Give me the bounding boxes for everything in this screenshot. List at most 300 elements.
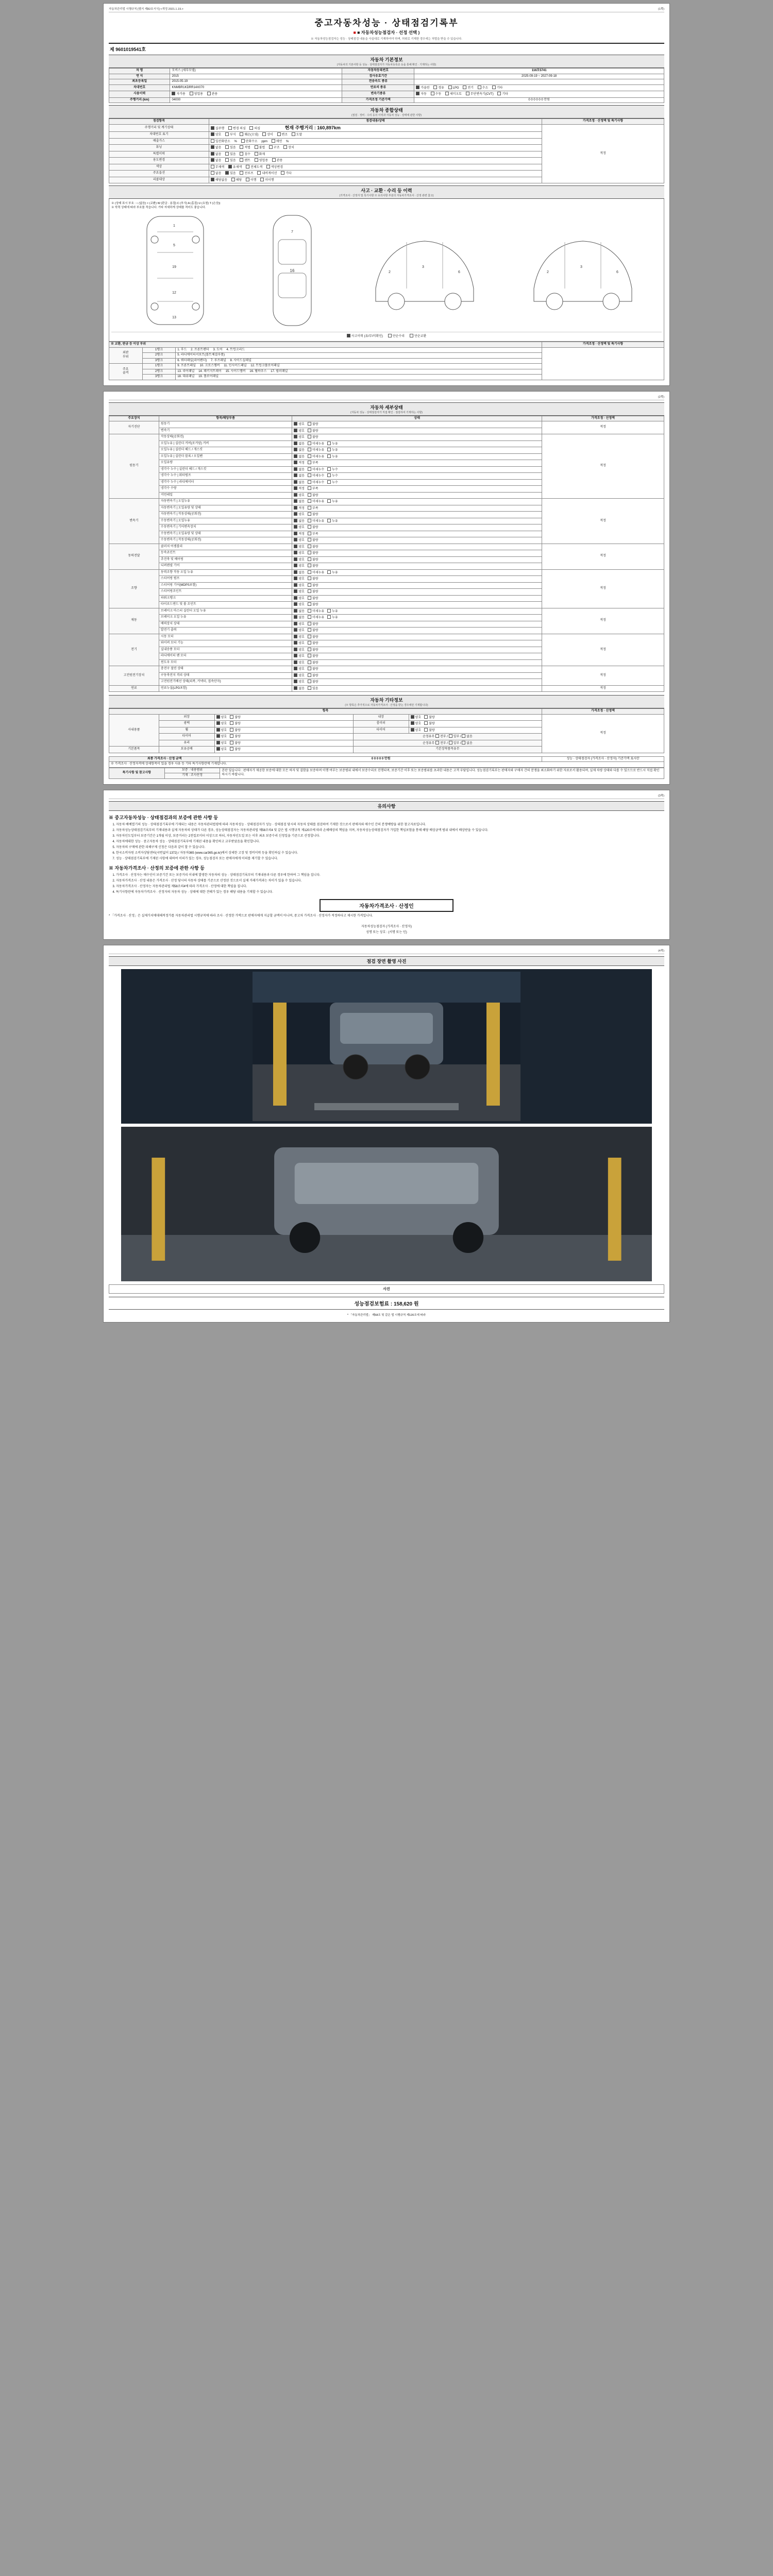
fuel-option-diesel[interactable]: 경유 xyxy=(433,86,444,91)
tuning-option-structure[interactable]: 구조 xyxy=(269,145,280,150)
other-label-basic-items: 기본장착품목유무 xyxy=(353,747,542,753)
section-other-header xyxy=(109,695,664,708)
detail-option-1-8-1[interactable]: 부족 xyxy=(308,486,318,492)
detail-note-0: 적정 xyxy=(542,421,664,434)
recall-option-none[interactable]: 해당없음 xyxy=(211,178,227,183)
svg-text:6: 6 xyxy=(616,270,618,274)
detail-item-6-1: 와이퍼 모터 기능 xyxy=(159,640,292,647)
overall-col-0: 점검항목 xyxy=(109,119,209,125)
detail-option-1-2-1[interactable]: 미세누유 xyxy=(308,448,324,453)
detail-item-2-5: 수동변속기 | 오일유량 및 상태 xyxy=(159,531,292,537)
color-option-changed[interactable]: 색상변경 xyxy=(266,165,283,170)
signature-title: 자동차성능점검자 (가격조사 · 산정자) xyxy=(361,925,412,928)
basic-value-3: KNMBR1KDRR14X070 xyxy=(170,84,342,91)
detail-option-6-3-0[interactable]: 양호 xyxy=(294,654,305,659)
detail-item-4-5: 타이로드엔드 및 볼 조인트 xyxy=(159,602,292,608)
basic-value2-1: 2025-09-19 ~ 2027-09-18 xyxy=(414,74,664,79)
special-sub-1: 보증 · 내용범위 xyxy=(164,768,220,773)
detail-col-2: 상태 xyxy=(292,416,542,421)
tire2-bad[interactable]: 불량 xyxy=(230,734,241,739)
emission-option-hc[interactable]: 탄화수소 xyxy=(241,139,258,144)
use-option-government[interactable]: 관용 xyxy=(207,92,218,97)
detail-option-1-9-1[interactable]: 불량 xyxy=(308,493,318,498)
mirror-bad[interactable]: 불량 xyxy=(424,721,435,726)
detail-option-2-1-1[interactable]: 부족 xyxy=(308,506,318,511)
detail-option-1-7-1[interactable]: 미세누수 xyxy=(308,480,324,485)
detail-options-4-1 xyxy=(292,576,542,583)
detail-option-4-1-1[interactable]: 불량 xyxy=(308,577,318,582)
option-option-navigation[interactable]: 내비게이션 xyxy=(257,171,277,176)
option-option-yes[interactable]: 있음 xyxy=(225,171,236,176)
detail-option-1-2-0[interactable]: 없음 xyxy=(294,448,305,453)
detail-option-0-0-1[interactable]: 불량 xyxy=(308,422,318,427)
parts-rank-2 xyxy=(176,358,542,364)
basic-value-5: 04000 xyxy=(170,97,342,103)
detail-option-1-8-0[interactable]: 적정 xyxy=(294,486,305,492)
overall-cat-6: 색상 xyxy=(109,164,209,171)
special-option-flood[interactable]: 침수 xyxy=(240,152,250,157)
detail-option-2-4-1[interactable]: 불량 xyxy=(308,525,318,530)
detail-option-2-2-1[interactable]: 불량 xyxy=(308,512,318,517)
detail-option-3-2-0[interactable]: 양호 xyxy=(294,557,305,563)
transmission-option-etc[interactable]: 기타 xyxy=(497,92,508,97)
other-label-wheel: 휠 xyxy=(159,727,214,734)
detail-option-4-0-0[interactable]: 없음 xyxy=(294,570,305,575)
detail-option-7-2-0[interactable]: 양호 xyxy=(294,680,305,685)
part-17[interactable]: 17. 필러패널 xyxy=(271,369,288,373)
transmission-option-cvt[interactable]: 무단변속기(CVT) xyxy=(466,92,494,97)
option-option-sunroof[interactable]: 선루프 xyxy=(240,171,253,176)
vin-option-good[interactable]: 양호 xyxy=(211,132,222,138)
detail-option-2-0-0[interactable]: 없음 xyxy=(294,499,305,504)
basic-label2-3: 연료의 종류 xyxy=(342,84,414,91)
basic-label-1: 연 식 xyxy=(109,74,170,79)
detail-option-1-1-1[interactable]: 미세누유 xyxy=(308,442,324,447)
part-8[interactable]: 8. 사이드실패널 xyxy=(230,359,251,362)
total-value: 0 0 0 0 0 만원 xyxy=(220,756,542,762)
detail-option-6-4-0[interactable]: 양호 xyxy=(294,660,305,666)
parts-rank-1 xyxy=(176,353,542,359)
usechange-option-yes[interactable]: 있음 xyxy=(225,158,236,163)
sheet-page-4 xyxy=(103,945,670,1323)
tire-bad[interactable]: 불량 xyxy=(424,728,435,733)
detail-option-2-6-0[interactable]: 양호 xyxy=(294,538,305,543)
detail-option-0-1-1[interactable]: 불량 xyxy=(308,429,318,434)
part-5[interactable]: 5. 라디에이터서포트(볼트체결부품) xyxy=(177,353,225,357)
detail-option-3-0-0[interactable]: 양호 xyxy=(294,545,305,550)
document-number: 제 9601019541호 xyxy=(110,47,146,52)
genuine-part[interactable]: 일부 xyxy=(449,735,460,738)
detail-option-6-3-1[interactable]: 불량 xyxy=(308,654,318,659)
part-13[interactable]: 13. 리어패널 xyxy=(177,369,195,373)
usechange-option-commercial[interactable]: 영업용 xyxy=(255,158,268,163)
detail-option-5-2-0[interactable]: 양호 xyxy=(294,622,305,627)
simple-repair-option[interactable]: 단순수리 xyxy=(388,333,405,338)
special-option-none[interactable]: 없음 xyxy=(211,152,222,157)
genuine2-all[interactable]: 전부 xyxy=(435,742,446,745)
sheet3-topbar xyxy=(109,793,664,799)
inspection-photo-1 xyxy=(121,969,652,1124)
detail-option-5-1-1[interactable]: 미세누유 xyxy=(308,615,324,620)
genuine-all[interactable]: 전부 xyxy=(435,735,446,738)
fuel-option-hydrogen[interactable]: 수소 xyxy=(478,86,489,91)
detail-option-1-3-0[interactable]: 없음 xyxy=(294,454,305,460)
tire-good[interactable]: 양호 xyxy=(411,728,422,733)
part-10[interactable]: 10. 크로스멤버 xyxy=(199,364,220,367)
detail-option-5-0-2[interactable]: 누유 xyxy=(327,609,338,614)
detail-option-2-3-0[interactable]: 없음 xyxy=(294,519,305,524)
use-option-private[interactable]: 자가용 xyxy=(172,92,185,97)
detail-option-3-3-1[interactable]: 불량 xyxy=(308,564,318,569)
table-row xyxy=(109,79,664,85)
part-14[interactable]: 14. 패키지트레이 xyxy=(198,369,222,373)
detail-option-5-3-1[interactable]: 불량 xyxy=(308,628,318,633)
detail-option-1-0-1[interactable]: 불량 xyxy=(308,435,318,440)
part-9[interactable]: 9. 프론트패널 xyxy=(177,364,196,367)
special-option-yes[interactable]: 있음 xyxy=(225,152,236,157)
detail-option-6-1-0[interactable]: 양호 xyxy=(294,641,305,646)
detail-item-4-3: 스티어링조인트 xyxy=(159,589,292,596)
total-note: ※ 가격조사 · 산정자격에 상세항목이 있을 경우 사유 등 기타 특기사항란에 기재합니다. xyxy=(109,762,664,768)
detail-options-1-7 xyxy=(292,479,542,486)
detail-state-table xyxy=(109,416,664,692)
overall-cell-6 xyxy=(209,164,542,171)
detail-item-3-3: 디퍼렌셜 기어 xyxy=(159,563,292,570)
usechange-option-none[interactable]: 없음 xyxy=(211,158,222,163)
part-18[interactable]: 18. 대쉬패널 xyxy=(177,375,195,378)
notice-item: 1. 가격조사 · 산정자는 매수인이 보증기간 또는 보증거리 이내에 발생한 자동차의 성능 · 상태점검기록부의 기재내용과 다른 경우에 한하여 그 책임을 집니다. xyxy=(116,873,664,878)
glass-bad[interactable]: 불량 xyxy=(230,741,241,746)
basic-label2-5: 가격조정 기준가액 xyxy=(342,97,414,103)
table-header-row xyxy=(109,119,664,125)
detail-option-6-0-0[interactable]: 양호 xyxy=(294,635,305,640)
transmission-option-semiauto[interactable]: 세미오토 xyxy=(445,92,462,97)
part-12[interactable]: 12. 트렁크플로어패널 xyxy=(250,364,280,367)
tuning-option-illegal[interactable]: 불법 xyxy=(255,145,265,150)
detail-option-1-6-1[interactable]: 미세누수 xyxy=(308,473,324,479)
tire2-good[interactable]: 양호 xyxy=(216,734,227,739)
detail-option-1-4-1[interactable]: 부족 xyxy=(308,461,318,466)
parts-frame-1 xyxy=(176,369,542,375)
genuine2-part[interactable]: 일부 xyxy=(449,742,460,745)
section-basic-title: 자동차 기본정보 xyxy=(370,57,403,62)
rank-label-5: 3랭크 xyxy=(142,375,176,380)
other-label-genuine2: 순정유무 전부 / 일부 / 없음 xyxy=(353,740,542,747)
mileage-option-unknown[interactable]: 의심 xyxy=(249,126,260,131)
vin-option-differs[interactable]: 상이 xyxy=(262,132,273,138)
usechange-option-rent[interactable]: 렌트 xyxy=(240,158,250,163)
other-cell-polish xyxy=(214,721,353,727)
simple-exchange-option[interactable]: 단순교환 xyxy=(410,333,426,338)
glass-good[interactable]: 양호 xyxy=(216,741,227,746)
usechange-option-gov[interactable]: 관용 xyxy=(272,158,283,163)
document-title: 중고자동차성능 · 상태점검기록부 xyxy=(314,18,459,28)
detail-option-4-2-1[interactable]: 불량 xyxy=(308,583,318,588)
tuning-option-none[interactable]: 없음 xyxy=(211,145,222,150)
detail-group-7: 고전원전기장치 xyxy=(109,666,159,686)
option-option-etc[interactable]: 기타 xyxy=(281,171,292,176)
part-6[interactable]: 6. 쿼터패널(리어펜더) xyxy=(177,359,207,362)
mileage-option-suspect[interactable]: 변경 의심 xyxy=(228,126,246,131)
detail-option-6-4-1[interactable]: 불량 xyxy=(308,660,318,666)
detail-option-3-1-0[interactable]: 양호 xyxy=(294,551,305,556)
detail-option-2-0-1[interactable]: 미세누유 xyxy=(308,499,324,504)
detail-options-4-2 xyxy=(292,582,542,589)
sheet-page-2 xyxy=(103,391,670,785)
part-4[interactable]: 4. 트렁크리드 xyxy=(226,348,245,351)
detail-option-1-6-2[interactable]: 누수 xyxy=(327,473,338,479)
detail-option-7-0-1[interactable]: 불량 xyxy=(308,667,318,672)
detail-option-1-7-2[interactable]: 누수 xyxy=(327,480,338,485)
detail-option-6-2-0[interactable]: 양호 xyxy=(294,648,305,653)
vin-option-corrosion[interactable]: 부식 xyxy=(225,132,236,138)
part-1[interactable]: 1. 후드 xyxy=(177,348,187,351)
section-notice-title: 유의사항 xyxy=(377,803,396,809)
detail-option-2-0-2[interactable]: 누유 xyxy=(327,499,338,504)
accident-diagram-panel xyxy=(109,199,664,342)
exterior-good[interactable]: 양호 xyxy=(216,715,227,720)
basic-value2-0: 116모5741 xyxy=(414,69,664,74)
title-rule xyxy=(109,43,664,44)
special-text: 본란 있습니다 : 판매자가 제공한 보증에 대한 모든 하자 및 결함을 보증하며 이행 여부는 보증범위 내에서 보증수리로 진행되며, 보증기간 이후 또는 보증범위를 초과한 내용은 고객 부담입니다. 성능점검기록부는 판매자와 구매자 간의 분쟁을 최소화하기 위한 자료로서 활용되며, 실제 차량 상태와 다를 수 있으므로 반드시 직접 확인하시기 바랍니다. xyxy=(220,768,664,778)
spare-good[interactable]: 양호 xyxy=(216,747,227,752)
detail-option-3-1-1[interactable]: 불량 xyxy=(308,551,318,556)
detail-item-1-3: 오일누유 | 실린더 블록 / 오일팬 xyxy=(159,453,292,460)
detail-option-1-1-2[interactable]: 누유 xyxy=(327,442,338,447)
detail-options-2-5 xyxy=(292,531,542,537)
detail-item-4-0: 동력조향 작동 오일 누유 xyxy=(159,569,292,576)
tuning-option-yes[interactable]: 있음 xyxy=(225,145,236,150)
detail-option-5-1-2[interactable]: 누유 xyxy=(327,615,338,620)
vin-option-damage[interactable]: 훼손(오염) xyxy=(240,132,258,138)
table-row xyxy=(109,74,664,79)
spare-bad[interactable]: 불량 xyxy=(230,747,241,752)
detail-option-2-5-1[interactable]: 부족 xyxy=(308,532,318,537)
emission-option-co[interactable]: 일산화탄소 xyxy=(211,139,230,144)
recall-option-yes[interactable]: 해당 xyxy=(231,178,242,183)
detail-option-5-0-0[interactable]: 없음 xyxy=(294,609,305,614)
detail-option-1-3-1[interactable]: 미세누유 xyxy=(308,454,324,460)
detail-option-1-0-0[interactable]: 양호 xyxy=(294,435,305,440)
detail-options-5-2 xyxy=(292,621,542,628)
detail-option-2-2-0[interactable]: 양호 xyxy=(294,512,305,517)
detail-option-1-5-0[interactable]: 없음 xyxy=(294,467,305,472)
detail-option-4-0-1[interactable]: 미세누유 xyxy=(308,570,324,575)
detail-option-1-7-0[interactable]: 없음 xyxy=(294,480,305,485)
part-3[interactable]: 3. 도어 xyxy=(213,348,223,351)
total-label: 최종 가격조사 · 산정 금액 xyxy=(109,756,220,762)
other-label-tire: 타이어 xyxy=(353,727,409,734)
other-cell-spare xyxy=(214,747,353,753)
detail-item-7-1: 구동축전지 격리 상태 xyxy=(159,672,292,679)
detail-options-1-9 xyxy=(292,492,542,499)
fuel-option-lpg[interactable]: LPG xyxy=(448,86,459,91)
detail-option-0-1-0[interactable]: 양호 xyxy=(294,429,305,434)
polish-bad[interactable]: 불량 xyxy=(230,721,241,726)
mirror-good[interactable]: 양호 xyxy=(411,721,422,726)
use-option-commercial[interactable]: 영업용 xyxy=(190,92,203,97)
detail-option-7-1-1[interactable]: 불량 xyxy=(308,673,318,679)
table-row xyxy=(109,768,664,773)
detail-option-5-2-1[interactable]: 불량 xyxy=(308,622,318,627)
table-row xyxy=(109,434,664,441)
detail-option-4-1-0[interactable]: 양호 xyxy=(294,577,305,582)
detail-option-6-0-1[interactable]: 불량 xyxy=(308,635,318,640)
fuel-option-gasoline[interactable]: 가솔린 xyxy=(416,86,429,91)
detail-option-1-9-0[interactable]: 양호 xyxy=(294,493,305,498)
detail-option-6-2-1[interactable]: 불량 xyxy=(308,648,318,653)
page-number-3: (3쪽) xyxy=(658,794,664,798)
overall-col-2: 점검내용/상태 xyxy=(209,119,542,125)
detail-item-1-8: 냉각수 수량 xyxy=(159,486,292,493)
part-19[interactable]: 19. 플로어패널 xyxy=(198,375,219,378)
detail-option-7-2-1[interactable]: 불량 xyxy=(308,680,318,685)
color-option-full-paint[interactable]: 전체도색 xyxy=(246,165,262,170)
detail-option-3-2-1[interactable]: 불량 xyxy=(308,557,318,563)
sheet-page-3 xyxy=(103,790,670,940)
detail-option-1-4-0[interactable]: 적정 xyxy=(294,461,305,466)
detail-option-2-5-0[interactable]: 적정 xyxy=(294,532,305,537)
detail-options-4-3 xyxy=(292,589,542,596)
detail-item-4-4: 파워크랭크 xyxy=(159,595,292,602)
accident-history-option[interactable]: 사고이력 (유/무/미확인) xyxy=(347,333,383,338)
emission-co-value: % xyxy=(234,140,237,143)
section-basic-lawref: (자동차의 기본사항 등 성능 · 상태점검자가 자동차등록증 등을 통해 확인 · 기재하는 사항) xyxy=(337,63,436,66)
detail-option-1-5-1[interactable]: 미세누수 xyxy=(308,467,324,472)
svg-text:3: 3 xyxy=(580,265,582,269)
part-11[interactable]: 11. 인사이드패널 xyxy=(224,364,247,367)
part-2[interactable]: 2. 프론트펜더 xyxy=(191,348,209,351)
other-cell-tire2 xyxy=(214,734,353,740)
detail-option-3-3-0[interactable]: 양호 xyxy=(294,564,305,569)
detail-option-8-0-1[interactable]: 있음 xyxy=(308,686,318,691)
overall-cell-5 xyxy=(209,158,542,164)
exterior-bad[interactable]: 불량 xyxy=(230,715,241,720)
fuel-option-electric[interactable]: 전기 xyxy=(463,86,474,91)
transmission-option-auto[interactable]: 자동 xyxy=(416,92,427,97)
detail-option-4-2-0[interactable]: 양호 xyxy=(294,583,305,588)
detail-item-3-0: 클러치 어셈블리 xyxy=(159,544,292,550)
color-option-chroma[interactable]: 유채색 xyxy=(228,165,242,170)
tuning-option-legal[interactable]: 적법 xyxy=(240,145,250,150)
other-cell-wheel xyxy=(214,727,353,734)
price-assessor-note: * 「가격조사 · 산정」은 실제가치에대해적정가를 자동차관리법 시행규칙에 따라 조사 · 산정한 가액으로 판매자에게 지급할 금액이 아니며, 중고차 가격조사 · 산정자가 적정하다고 제시한 가격입니다. xyxy=(109,914,373,918)
wheel-bad[interactable]: 불량 xyxy=(230,728,241,733)
detail-option-3-0-1[interactable]: 불량 xyxy=(308,545,318,550)
svg-text:19: 19 xyxy=(172,265,176,269)
notice-list-1 xyxy=(116,823,664,861)
detail-option-2-3-2[interactable]: 누유 xyxy=(327,519,338,524)
detail-options-2-3 xyxy=(292,518,542,524)
detail-option-1-6-0[interactable]: 없음 xyxy=(294,473,305,479)
detail-option-1-3-2[interactable]: 누유 xyxy=(327,454,338,460)
option-option-none[interactable]: 없음 xyxy=(211,171,222,176)
form-reference: 자동차관리법 시행규칙 [별지 제82호서식] <개정 2021.1.19.> xyxy=(109,8,183,11)
color-option-mono[interactable]: 무채색 xyxy=(211,165,224,170)
tuning-option-device[interactable]: 장치 xyxy=(283,145,294,150)
overall-cat-5: 용도변경 xyxy=(109,158,209,164)
table-row xyxy=(109,569,664,576)
recall-option-done[interactable]: 이행 xyxy=(246,178,257,183)
overall-cell-2 xyxy=(209,138,542,145)
detail-option-4-0-2[interactable]: 누유 xyxy=(327,570,338,575)
special-label: 특기사항 및 참고사항 xyxy=(109,768,165,778)
detail-option-5-0-1[interactable]: 미세누유 xyxy=(308,609,324,614)
detail-note-2: 적정 xyxy=(542,499,664,544)
overall-cat-2: 배출가스 xyxy=(109,138,209,145)
detail-option-5-3-0[interactable]: 양호 xyxy=(294,628,305,633)
detail-option-4-3-1[interactable]: 불량 xyxy=(308,589,318,595)
detail-option-4-3-0[interactable]: 양호 xyxy=(294,589,305,595)
wheel-good[interactable]: 양호 xyxy=(216,728,227,733)
other-label-spare: 보유공배 xyxy=(159,747,214,753)
rank-label-0: 1랭크 xyxy=(142,347,176,353)
svg-text:12: 12 xyxy=(172,291,176,295)
detail-option-6-1-1[interactable]: 불량 xyxy=(308,641,318,646)
fuel-option-etc[interactable]: 기타 xyxy=(492,86,503,91)
detail-item-5-1: 브레이크 오일 누유 xyxy=(159,615,292,621)
detail-options-5-3 xyxy=(292,628,542,634)
detail-item-2-6: 수동변속기 | 작동상태(공회전) xyxy=(159,537,292,544)
detail-option-0-0-0[interactable]: 양호 xyxy=(294,422,305,427)
car-diagram-row xyxy=(111,209,662,332)
interior-good[interactable]: 양호 xyxy=(411,715,422,720)
detail-option-7-0-0[interactable]: 양호 xyxy=(294,667,305,672)
detail-option-2-1-0[interactable]: 적정 xyxy=(294,506,305,511)
part-7[interactable]: 7. 루프패널 xyxy=(210,359,226,362)
detail-option-1-1-0[interactable]: 없음 xyxy=(294,442,305,447)
detail-option-4-5-0[interactable]: 양호 xyxy=(294,602,305,607)
detail-options-2-1 xyxy=(292,505,542,512)
detail-option-2-3-1[interactable]: 미세누유 xyxy=(308,519,324,524)
vin-option-altered[interactable]: 변조 xyxy=(277,132,288,138)
interior-bad[interactable]: 불량 xyxy=(424,715,435,720)
detail-option-4-5-1[interactable]: 불량 xyxy=(308,602,318,607)
section-detail-header xyxy=(109,402,664,416)
recall-option-notdone[interactable]: 미이행 xyxy=(260,178,274,183)
detail-options-6-3 xyxy=(292,653,542,660)
vin-option-erased[interactable]: 도말 xyxy=(292,132,303,138)
detail-option-4-4-1[interactable]: 불량 xyxy=(308,596,318,601)
emission-option-smoke[interactable]: 매연 xyxy=(272,139,282,144)
overall-col-3: 가격조정 · 산정액 및 특기사항 xyxy=(542,119,664,125)
detail-option-2-4-0[interactable]: 양호 xyxy=(294,525,305,530)
overall-cat-1: 차대번호 표기 xyxy=(109,132,209,139)
detail-option-7-1-0[interactable]: 양호 xyxy=(294,673,305,679)
detail-option-1-2-2[interactable]: 누유 xyxy=(327,448,338,453)
other-cell-tire xyxy=(409,727,542,734)
detail-options-3-2 xyxy=(292,556,542,563)
part-16[interactable]: 16. 휠하우스 xyxy=(249,369,267,373)
polish-good[interactable]: 양호 xyxy=(216,721,227,726)
basic-label-transmission: 변속기종류 xyxy=(342,91,414,98)
genuine2-none[interactable]: 없음 xyxy=(462,742,473,745)
genuine-none[interactable]: 없음 xyxy=(462,735,473,738)
detail-option-2-6-1[interactable]: 불량 xyxy=(308,538,318,543)
detail-option-1-5-2[interactable]: 누수 xyxy=(327,467,338,472)
detail-item-1-2: 오일누유 | 실린더 헤드 / 개스킷 xyxy=(159,447,292,454)
detail-option-4-4-0[interactable]: 양호 xyxy=(294,596,305,601)
detail-item-6-2: 실내송풍 모터 xyxy=(159,647,292,653)
transmission-option-manual[interactable]: 수동 xyxy=(431,92,442,97)
svg-text:13: 13 xyxy=(172,316,176,319)
detail-option-8-0-0[interactable]: 없음 xyxy=(294,686,305,691)
part-15[interactable]: 15. 사이드멤버 xyxy=(225,369,246,373)
detail-option-5-1-0[interactable]: 없음 xyxy=(294,615,305,620)
special-option-fire[interactable]: 화재 xyxy=(255,152,265,157)
mileage-option-real[interactable]: 실주행 xyxy=(211,126,224,131)
table-row xyxy=(109,756,664,762)
